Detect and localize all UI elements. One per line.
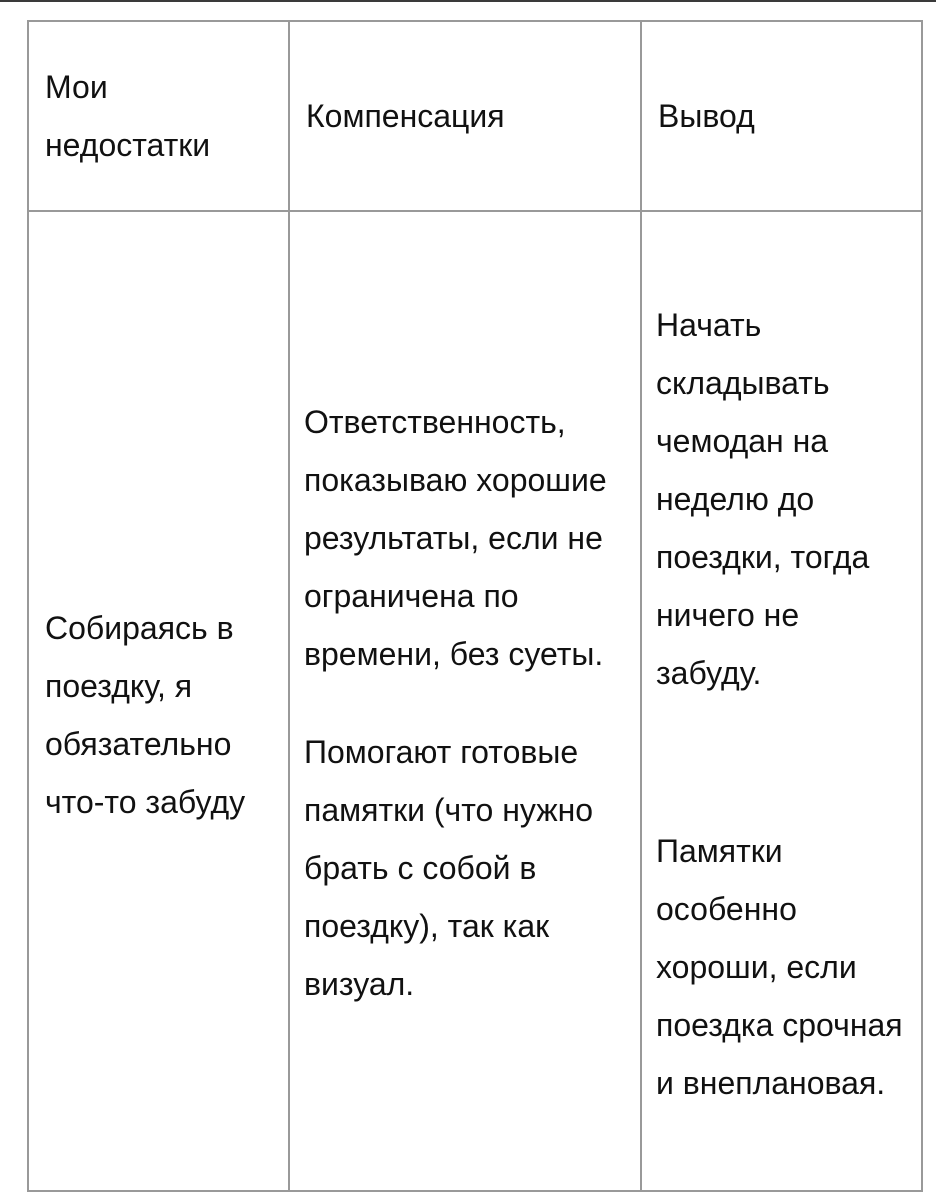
cell-conclusion bbox=[641, 211, 922, 1191]
conclusion-paragraph: Начать складывать чемодан на неделю до поездки, тогда ничего не забуду. bbox=[656, 307, 870, 691]
header-weaknesses bbox=[28, 21, 289, 211]
header-conclusion-label: Вывод bbox=[658, 98, 755, 134]
top-divider bbox=[0, 0, 936, 2]
table-header-row bbox=[28, 21, 922, 211]
paragraph-spacer bbox=[656, 702, 905, 822]
weakness-text: Собираясь в поездку, я обязательно что-то забуду bbox=[45, 610, 246, 820]
header-compensation-label: Компенсация bbox=[306, 98, 505, 134]
cell-weakness bbox=[28, 211, 289, 1191]
conclusion-paragraph: Памятки особенно хороши, если поездка срочная и внеплановая. bbox=[656, 833, 903, 1101]
header-compensation bbox=[289, 21, 641, 211]
paragraph-spacer bbox=[304, 683, 624, 723]
cell-compensation bbox=[289, 211, 641, 1191]
header-conclusion bbox=[641, 21, 922, 211]
table-row bbox=[28, 211, 922, 1191]
compensation-paragraph: Ответственность, показываю хорошие результаты, если не ограничена по времени, без суеты. bbox=[304, 404, 607, 672]
header-weaknesses-label: Мои недостатки bbox=[45, 69, 211, 163]
weakness-compensation-table bbox=[27, 20, 923, 1192]
compensation-paragraph: Помогают готовые памятки (что нужно брать с собой в поездку), так как визуал. bbox=[304, 734, 594, 1002]
